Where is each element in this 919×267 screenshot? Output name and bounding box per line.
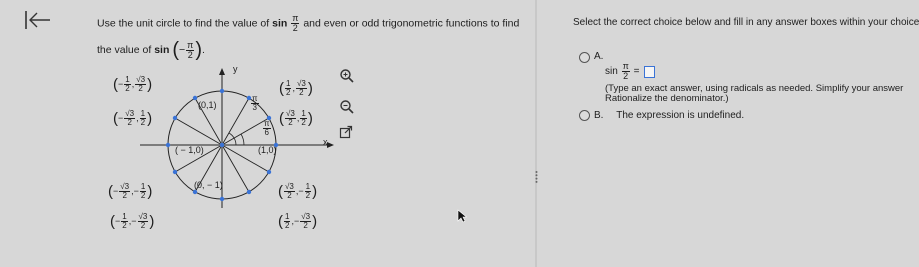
angle-pi-6-num: π bbox=[264, 119, 270, 128]
point-top bbox=[220, 89, 224, 93]
question-line2-prefix: the value of bbox=[97, 43, 152, 56]
ray-5pi-6 bbox=[175, 118, 222, 145]
angle-pi-3-den: 3 bbox=[252, 103, 257, 112]
question-suffix: and even or odd trigonometric functions to find bbox=[303, 17, 520, 30]
point-q3-lower-label: (− $\frac{1}{2}$ ,− $\frac{√3}{2}$ ) bbox=[110, 212, 155, 230]
option-a-func: sin bbox=[605, 66, 618, 78]
point-q3-upper bbox=[173, 170, 177, 174]
option-a-hint-line-1: (Type an exact answer, using radicals as needed. Simplify your answer bbox=[605, 83, 904, 94]
answer-instruction: Select the correct choice below and fill in any answer boxes within your choice bbox=[573, 17, 919, 28]
point-q2-upper-label: (− $\frac{1}{2}$ , $\frac{√3}{2}$ ) bbox=[113, 75, 153, 93]
question-func: sin bbox=[272, 17, 288, 30]
origin-point bbox=[220, 143, 224, 147]
y-axis-label: y bbox=[233, 64, 238, 74]
magnify-icon[interactable] bbox=[339, 68, 355, 84]
option-a-letter: A. bbox=[594, 51, 604, 62]
question-prefix: Use the unit circle to find the value of bbox=[97, 17, 270, 30]
zoom-out-icon[interactable] bbox=[339, 99, 355, 115]
angle-pi-3-label bbox=[250, 95, 260, 112]
option-a-equals: = bbox=[633, 66, 640, 78]
point-q2-upper bbox=[193, 96, 197, 100]
question-arg2-num: π bbox=[187, 39, 194, 50]
point-top-label: (0,1) bbox=[198, 100, 217, 110]
point-q1-lower-label: ( $\frac{√3}{2}$ , $\frac{1}{2}$ ) bbox=[279, 109, 313, 127]
point-bottom bbox=[220, 197, 224, 201]
ray-pi-3 bbox=[222, 98, 249, 145]
point-q1-upper-label: ( $\frac{1}{2}$ , $\frac{√3}{2}$ ) bbox=[279, 79, 313, 97]
option-b-letter: B. bbox=[594, 110, 604, 121]
point-q2-lower-label: (− $\frac{√3}{2}$ , $\frac{1}{2}$ ) bbox=[113, 109, 153, 127]
point-q4-lower-label: ( $\frac{1}{2}$ ,− $\frac{√3}{2}$ ) bbox=[278, 212, 318, 230]
popout-icon[interactable] bbox=[339, 125, 353, 139]
point-q2-lower bbox=[173, 116, 177, 120]
point-q4-lower bbox=[247, 190, 251, 194]
angle-pi-3-num: π bbox=[252, 94, 258, 103]
point-q4-upper bbox=[267, 170, 271, 174]
question-arg2-fraction bbox=[186, 41, 194, 60]
ray-5pi-3 bbox=[222, 145, 249, 192]
mouse-cursor-icon bbox=[457, 209, 467, 223]
option-b-text: The expression is undefined. bbox=[616, 110, 745, 121]
option-a-den: 2 bbox=[623, 71, 629, 81]
angle-arc-pi-6 bbox=[241, 134, 244, 145]
angle-pi-6-den: 6 bbox=[264, 128, 269, 137]
point-right-label: (1,0) bbox=[258, 145, 277, 155]
point-bottom-label: (0, − 1) bbox=[194, 180, 223, 190]
question-func2: sin bbox=[154, 43, 170, 56]
panel-divider bbox=[535, 0, 537, 267]
point-left-label: ( − 1,0) bbox=[175, 145, 204, 155]
question-line-2: the value of sin (− $\frac{\pi}{2}$ ). bbox=[97, 39, 205, 61]
option-a-hint-line-2: Rationalize the denominator.) bbox=[605, 93, 729, 104]
question-arg2-den: 2 bbox=[187, 49, 193, 60]
answer-input-box[interactable] bbox=[644, 66, 655, 78]
point-q4-upper-label: ( $\frac{√3}{2}$ ,− $\frac{1}{2}$ ) bbox=[278, 182, 318, 200]
question-neg: − bbox=[178, 43, 186, 56]
y-axis-arrow bbox=[219, 68, 225, 75]
option-a-fraction bbox=[622, 62, 630, 81]
question-arg-fraction bbox=[291, 14, 299, 33]
question-arg-num: π bbox=[292, 13, 299, 23]
option-b bbox=[594, 110, 744, 121]
option-a-expression bbox=[605, 62, 655, 81]
angle-pi-6-label bbox=[262, 120, 272, 137]
option-a-radio[interactable] bbox=[579, 52, 590, 63]
question-line-1 bbox=[97, 14, 519, 33]
drag-grip-icon[interactable] bbox=[533, 170, 540, 184]
question-arg-den: 2 bbox=[292, 23, 298, 33]
point-q3-upper-label: (− $\frac{√3}{2}$ ,− $\frac{1}{2}$ ) bbox=[108, 182, 153, 200]
question-end: . bbox=[202, 43, 205, 56]
x-axis-arrow bbox=[327, 142, 334, 148]
point-q3-lower bbox=[193, 190, 197, 194]
option-a-num: π bbox=[622, 61, 629, 71]
point-left bbox=[166, 143, 170, 147]
option-b-radio[interactable] bbox=[579, 110, 590, 121]
x-axis-label: x bbox=[323, 137, 328, 147]
back-arrow-icon[interactable] bbox=[24, 9, 52, 31]
